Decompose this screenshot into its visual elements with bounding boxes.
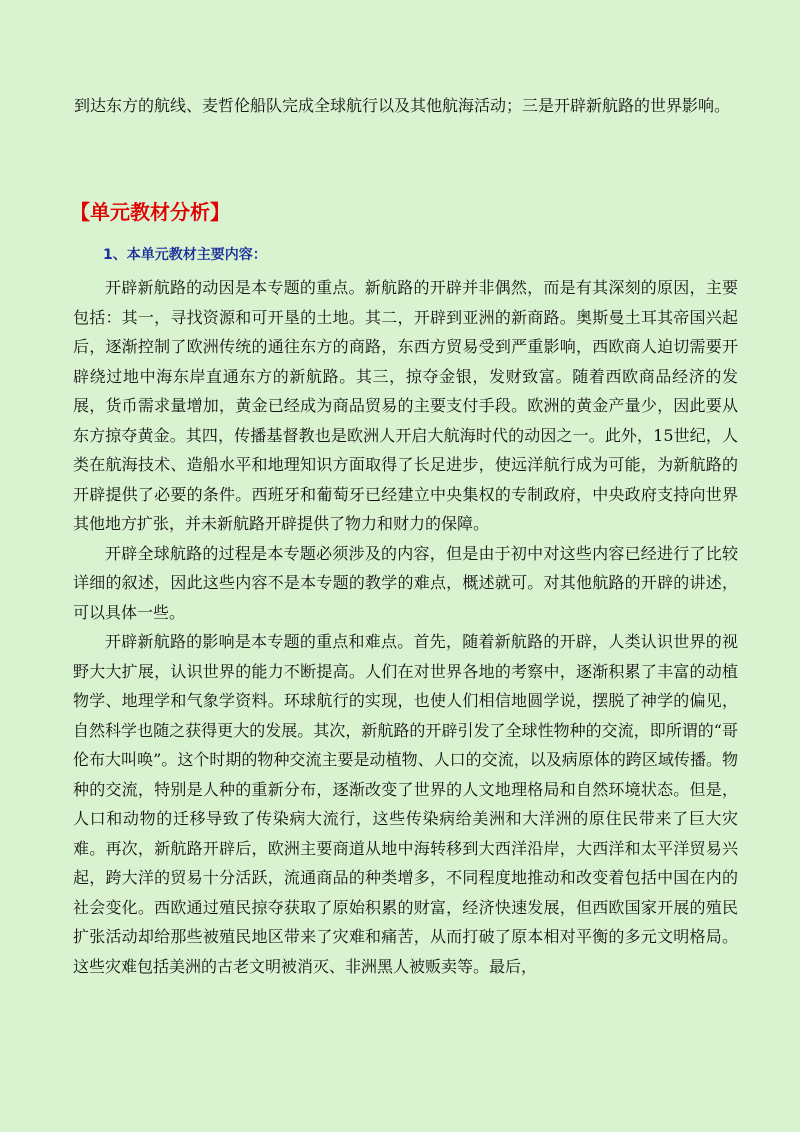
paragraph-impact: 开辟新航路的影响是本专题的重点和难点。首先，随着新航路的开辟，人类认识世界的视野大大扩展，认识世界的能力不断提高。人们在对世界各地的考察中，逐渐积累了丰富的动植物学、地理学和气象学资料。环球航行的实现，也使人们相信地圆学说，摆脱了神学的偏见，自然科学也随之获得更大的发展。其次，新航路的开辟引发了全球性物种的交流，即所谓的“哥伦布大叫唤”。这个时期的物种交流主要是动植物、人口的交流，以及病原体的跨区域传播。物种的交流，特别是人种的重新分布，逐渐改变了世界的人文地理格局和自然环境状态。但是，人口和动物的迁移导致了传染病大流行，这些传染病给美洲和大洋洲的原住民带来了巨大灾难。再次，新航路开辟后，欧洲主要商道从地中海转移到大西洋沿岸，大西洋和太平洋贸易兴起，跨大洋的贸易十分活跃，流通商品的种类增多，不同程度地推动和改变着包括中国在内的社会变化。西欧通过殖民掠夺获取了原始积累的财富，经济快速发展，但西欧国家开展的殖民扩张活动却给那些被殖民地区带来了灾难和痛苦，从而打破了原本相对平衡的多元文明格局。这些灾难包括美洲的古老文明被消灭、非洲黑人被贩卖等。最后， [73, 632, 738, 976]
body-text [73, 273, 738, 981]
intro-line: 到达东方的航线、麦哲伦船队完成全球航行以及其他航海活动；三是开辟新航路的世界影响。 [74, 96, 731, 115]
paragraph-motives: 开辟新航路的动因是本专题的重点。新航路的开辟并非偶然，而是有其深刻的原因，主要包括：其一，寻找资源和可开垦的土地。其二，开辟到亚洲的新商路。奥斯曼土耳其帝国兴起后，逐渐控制了欧洲传统的通往东方的商路，东西方贸易受到严重影响，西欧商人迫切需要开辟绕过地中海东岸直通东方的新航路。其三，掠夺金银，发财致富。随着西欧商品经济的发展，货币需求量增加，黄金已经成为商品贸易的主要支付手段。欧洲的黄金产量少，因此要从东方掠夺黄金。其四，传播基督教也是欧洲人开启大航海时代的动因之一。此外，15世纪，人类在航海技术、造船水平和地理知识方面取得了长足进步，使远洋航行成为可能，为新航路的开辟提供了必要的条件。西班牙和葡萄牙已经建立中央集权的专制政府，中央政府支持向世界其他地方扩张，并未新航路开辟提供了物力和财力的保障。 [73, 278, 738, 533]
subheading: 1、本单元教材主要内容： [103, 247, 267, 263]
paragraph-process: 开辟全球航路的过程是本专题必须涉及的内容，但是由于初中对这些内容已经进行了比较详细的叙述，因此这些内容不是本专题的教学的难点，概述就可。对其他航路的开辟的讲述，可以具体一些。 [73, 543, 738, 622]
section-heading: 【单元教材分析】 [70, 200, 230, 224]
